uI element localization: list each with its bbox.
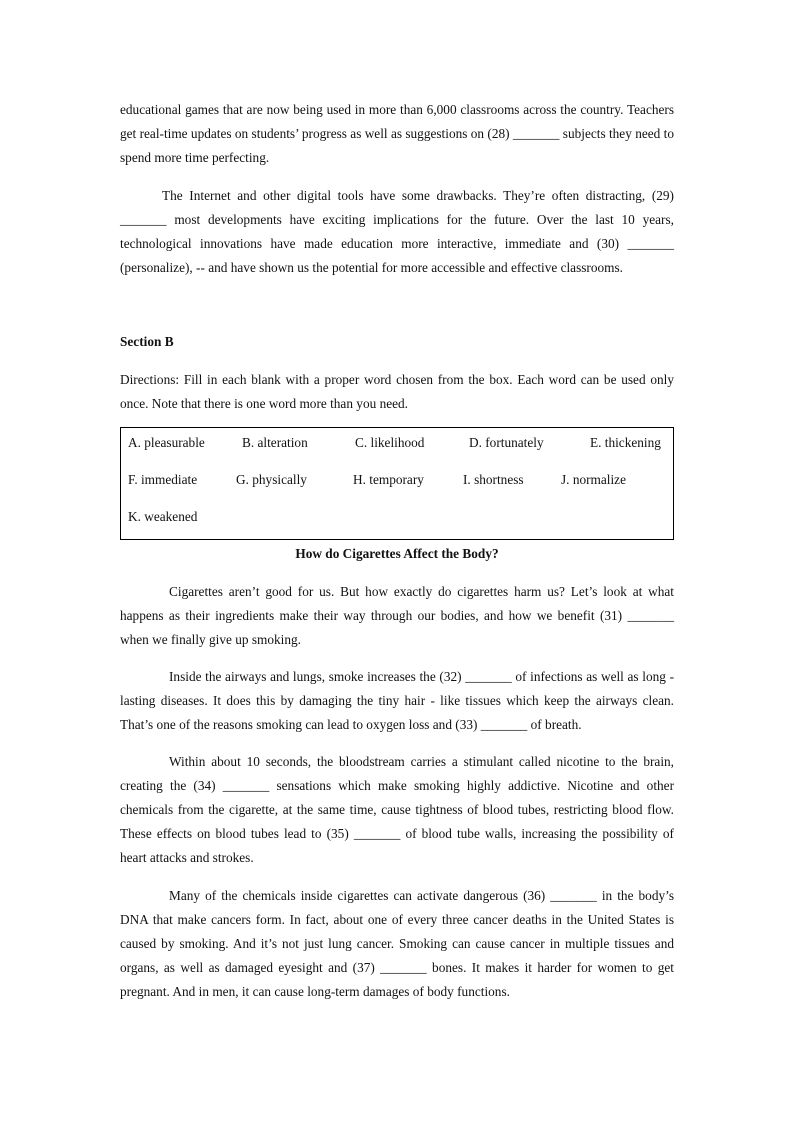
word-bank-box (120, 427, 674, 540)
article-paragraph-4: Many of the chemicals inside cigarettes can activate dangerous (36) _______ in the body’s DNA that make cancers form. In fact, about one of every three cancer deaths in the United States is caused by smoking. And it’s not just lung cancer. Smoking can cause cancer in multiple tissues and organs, as well as damaged eyesight and (37) _______ bones. It makes it harder for women to get pregnant. And in men, it can cause long-term damages of body functions. (120, 888, 674, 999)
article-paragraph-3: Within about 10 seconds, the bloodstream carries a stimulant called nicotine to the brain, creating the (34) _______ sensations which make smoking highly addictive. Nicotine and other chemicals from the cigarette, at the same time, cause tightness of blood tubes, restricting blood flow. These effects on blood tubes lead to (35) _______ of blood tube walls, increasing the possibility of heart attacks and strokes. (120, 754, 674, 865)
intro-paragraph-2: The Internet and other digital tools have some drawbacks. They’re often distracting, (29) _______ most developments have exciting implications for the future. Over the last 10 years, technological innovations have made education more interactive, immediate and (30) _______ (personalize), -- and have shown us the potential for more accessible and effective classrooms. (120, 188, 674, 275)
word-option-i: I. shortness (463, 472, 524, 487)
word-option-g: G. physically (236, 472, 307, 487)
intro-paragraph-1: educational games that are now being used in more than 6,000 classrooms across the country. Teachers get real-time updates on students’ progress as well as suggestions on (28) _______ subjects they need to spend more time perfecting. (120, 102, 674, 165)
article-paragraph-1: Cigarettes aren’t good for us. But how exactly do cigarettes harm us? Let’s look at what happens as their ingredients make their way through our bodies, and how we benefit (31) _______ when we finally give up smoking. (120, 584, 674, 647)
word-option-k: K. weakened (128, 509, 198, 524)
word-option-c: C. likelihood (355, 435, 425, 450)
article-title: How do Cigarettes Affect the Body? (295, 546, 499, 561)
directions-text: Directions: Fill in each blank with a proper word chosen from the box. Each word can be used only once. Note that there is one word more than you need. (120, 372, 674, 411)
article-paragraph-2: Inside the airways and lungs, smoke increases the (32) _______ of infections as well as long - lasting diseases. It does this by damaging the tiny hair - like tissues which keep the airways clean. That’s one of the reasons smoking can lead to oxygen loss and (33) _______ of breath. (120, 669, 674, 732)
word-option-h: H. temporary (353, 472, 424, 487)
word-option-b: B. alteration (242, 435, 308, 450)
word-option-f: F. immediate (128, 472, 198, 487)
word-option-e: E. thickening (590, 435, 661, 450)
section-b-title: Section B (120, 334, 174, 349)
word-option-a: A. pleasurable (128, 435, 205, 450)
word-option-d: D. fortunately (469, 435, 544, 450)
word-option-j: J. normalize (561, 472, 626, 487)
